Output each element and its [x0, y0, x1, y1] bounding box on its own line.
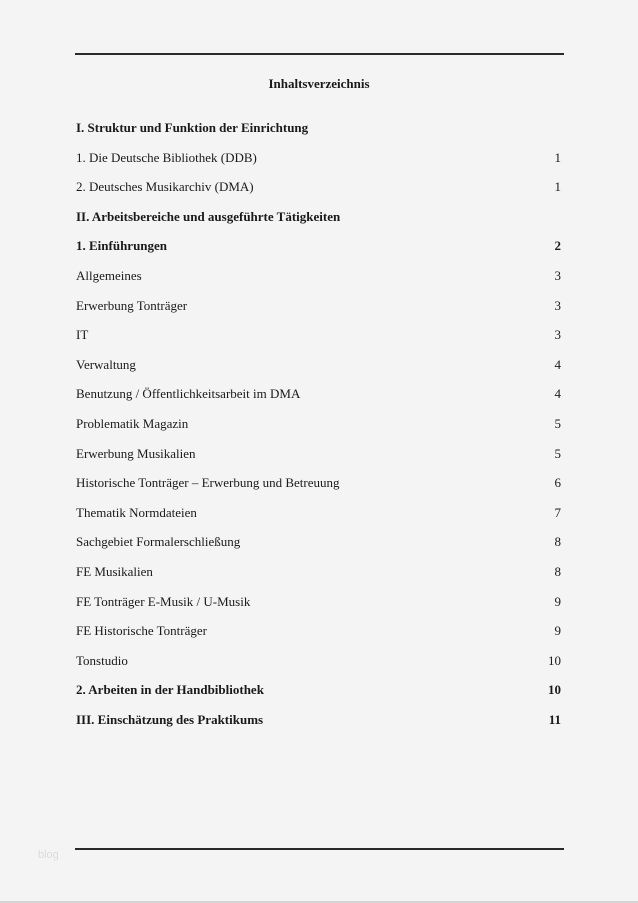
- toc-entry[interactable]: [76, 593, 561, 611]
- toc-title: Inhaltsverzeichnis: [268, 76, 370, 91]
- toc-entry[interactable]: [76, 563, 561, 581]
- toc-entry-text: I. Struktur und Funktion der Einrichtung: [76, 120, 309, 135]
- toc-entry-text: IT: [76, 327, 89, 343]
- toc-entry-text: Problematik Magazin: [76, 416, 189, 431]
- toc-entry[interactable]: [76, 445, 561, 463]
- footer-rule: [75, 848, 564, 850]
- toc-entry-page: 1: [554, 179, 561, 195]
- toc-entry[interactable]: [76, 652, 561, 670]
- toc-entry-text: Allgemeines: [76, 268, 142, 283]
- toc-entry-page: 8: [554, 564, 561, 579]
- toc-entry-page: 10: [548, 652, 561, 668]
- toc-entry-page: 10: [548, 682, 561, 698]
- toc-entry-text: FE Historische Tonträger: [76, 623, 207, 639]
- toc-entry-page: 8: [554, 534, 561, 550]
- toc-entry-page: 6: [554, 475, 561, 491]
- toc-entry-page: [541, 119, 561, 137]
- toc-entry-text: 1. Einführungen: [76, 238, 168, 254]
- toc-entry-page: 3: [554, 327, 561, 343]
- toc-entry[interactable]: [76, 208, 561, 226]
- toc-entry-text: Thematik Normdateien: [76, 504, 197, 520]
- toc-entry-text: 2. Arbeiten in der Handbibliothek: [76, 682, 264, 698]
- toc-entry-page: 1: [554, 149, 561, 165]
- toc-entry-page: 9: [554, 623, 561, 639]
- toc-entry-page: [541, 208, 561, 226]
- toc-entry[interactable]: [76, 385, 561, 403]
- toc-entry-text: Erwerbung Musikalien: [76, 445, 196, 461]
- toc-entry[interactable]: [76, 711, 561, 729]
- toc-entry-text: Benutzung / Öffentlichkeitsarbeit im DMA: [76, 386, 301, 402]
- toc-entry-page: 2: [554, 238, 561, 254]
- toc-entry-page: 4: [554, 386, 561, 402]
- toc-entry[interactable]: [76, 622, 561, 640]
- toc-entry[interactable]: [76, 297, 561, 315]
- toc-entry[interactable]: [76, 237, 561, 255]
- toc-entry[interactable]: [76, 178, 561, 196]
- toc-entry-page: 7: [554, 504, 561, 520]
- toc-entry-page: 5: [554, 445, 561, 461]
- toc-entry-text: III. Einschätzung des Praktikums: [76, 712, 264, 727]
- toc-entry-text: FE Musikalien: [76, 564, 153, 579]
- toc-entry-page: 3: [554, 297, 561, 313]
- toc-entry[interactable]: [76, 326, 561, 344]
- toc-entry-text: Tonstudio: [76, 652, 128, 668]
- toc-entry[interactable]: [76, 267, 561, 285]
- toc-entry[interactable]: [76, 119, 561, 137]
- toc-entry-text: 2. Deutsches Musikarchiv (DMA): [76, 179, 254, 195]
- toc-entry[interactable]: [76, 356, 561, 374]
- toc-entry-text: II. Arbeitsbereiche und ausgeführte Tätigkeiten: [76, 208, 341, 224]
- toc-entry-text: Historische Tonträger – Erwerbung und Betreuung: [76, 475, 340, 491]
- toc-entry-page: 5: [554, 416, 561, 431]
- toc-entry-text: Verwaltung: [76, 356, 136, 372]
- toc-entry-text: 1. Die Deutsche Bibliothek (DDB): [76, 149, 257, 165]
- toc-entry-text: FE Tonträger E-Musik / U-Musik: [76, 593, 251, 609]
- toc-entry-page: 9: [554, 593, 561, 609]
- toc-entry[interactable]: [76, 415, 561, 433]
- toc-entry[interactable]: [76, 149, 561, 167]
- toc-entry-page: 3: [554, 268, 561, 283]
- toc-entry-text: Erwerbung Tonträger: [76, 297, 188, 313]
- toc-entry-text: Sachgebiet Formalerschließung: [76, 534, 241, 550]
- toc-entry[interactable]: [76, 681, 561, 699]
- watermark-text: blog: [38, 849, 59, 861]
- header-rule: [75, 53, 564, 55]
- toc-entry[interactable]: [76, 504, 561, 522]
- toc-entry[interactable]: [76, 533, 561, 551]
- toc-entry[interactable]: [76, 474, 561, 492]
- toc-entry-page: 4: [554, 356, 561, 372]
- toc-entry-page: 11: [548, 712, 561, 727]
